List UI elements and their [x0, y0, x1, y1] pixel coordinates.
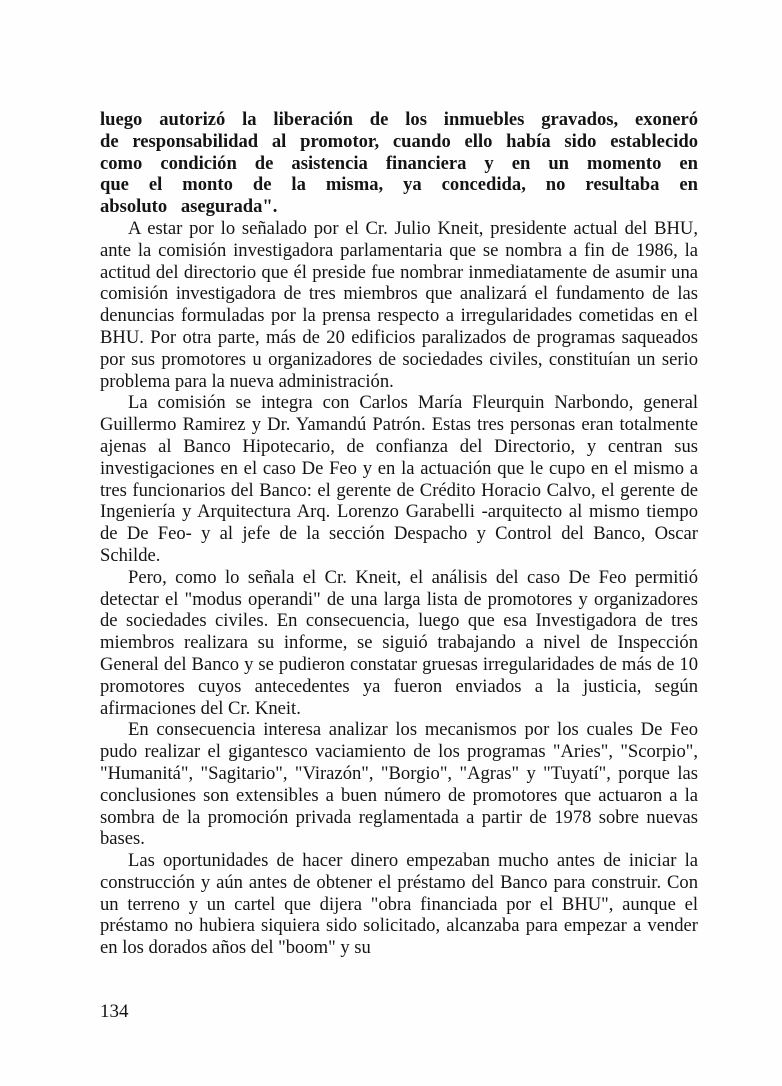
paragraph-modus-operandi: Pero, como lo señala el Cr. Kneit, el análisis del caso De Feo permitió detectar el "modus operandi" de una larga lista de promotores y organizadores de sociedades civiles. En consecuencia, luego que esa Investigadora de tres miembros realizara su informe, se siguió trabajando a nivel de Inspección General del Banco y se pudieron constatar gruesas irregularidades de más de 10 promotores cuyos antecedentes ya fueron enviados a la justicia, según afirmaciones del Cr. Kneit. — [100, 566, 698, 719]
text-block — [100, 109, 698, 959]
paragraph-programas: En consecuencia interesa analizar los mecanismos por los cuales De Feo pudo realizar el gigantesco vaciamiento de los programas "Aries", "Scorpio", "Humanitá", "Sagitario", "Virazón", "Borgio", "Agras" y "Tuyatí", porque las conclusiones son extensibles a buen número de promotores que actuaron a la sombra de la promoción privada reglamentada a partir de 1978 sobre nuevas bases. — [100, 719, 698, 850]
paragraph-commission-members: La comisión se integra con Carlos María Fleurquin Narbondo, general Guillermo Ramirez y Dr. Yamandú Patrón. Estas tres personas eran totalmente ajenas al Banco Hipotecario, de confianza del Directorio, y centran sus investigaciones en el caso De Feo y en la actuación que le cupo en el mismo a tres funcionarios del Banco: el gerente de Crédito Horacio Calvo, el gerente de Ingeniería y Arquitectura Arq. Lorenzo Garabelli -arquitecto al mismo tiempo de De Feo- y al jefe de la sección Despacho y Control del Banco, Oscar Schilde. — [100, 392, 698, 566]
paragraph-oportunidades: Las oportunidades de hacer dinero empezaban mucho antes de iniciar la construcción y aún antes de obtener el préstamo del Banco para construir. Con un terreno y un cartel que dijera "obra financiada por el BHU", aunque el préstamo no hubiera siquiera sido solicitado, alcanzaba para empezar a vender en los dorados años del "boom" y su — [100, 850, 698, 959]
paragraph-kneit-commission: A estar por lo señalado por el Cr. Julio Kneit, presidente actual del BHU, ante la comisión investigadora parlamentaria que se nombra a fin de 1986, la actitud del directorio que él preside fue nombrar inmediatamente de asumir una comisión investigadora de tres miembros que analizará el fundamento de las denuncias formuladas por la prensa respecto a irregularidades cometidas en el BHU. Por otra parte, más de 20 edificios paralizados de programas saqueados por sus promotores u organizadores de sociedades civiles, constituían un serio problema para la nueva administración. — [100, 217, 698, 392]
paragraph-quote-bold: luego autorizó la liberación de los inmuebles gravados, exoneró de responsabilidad al promotor, cuando ello había sido establecido como condición de asistencia financiera y en un momento en que el monto de la misma, ya concedida, no resultaba en absoluto asegurada". — [100, 109, 698, 218]
page-number: 134 — [100, 1001, 129, 1022]
